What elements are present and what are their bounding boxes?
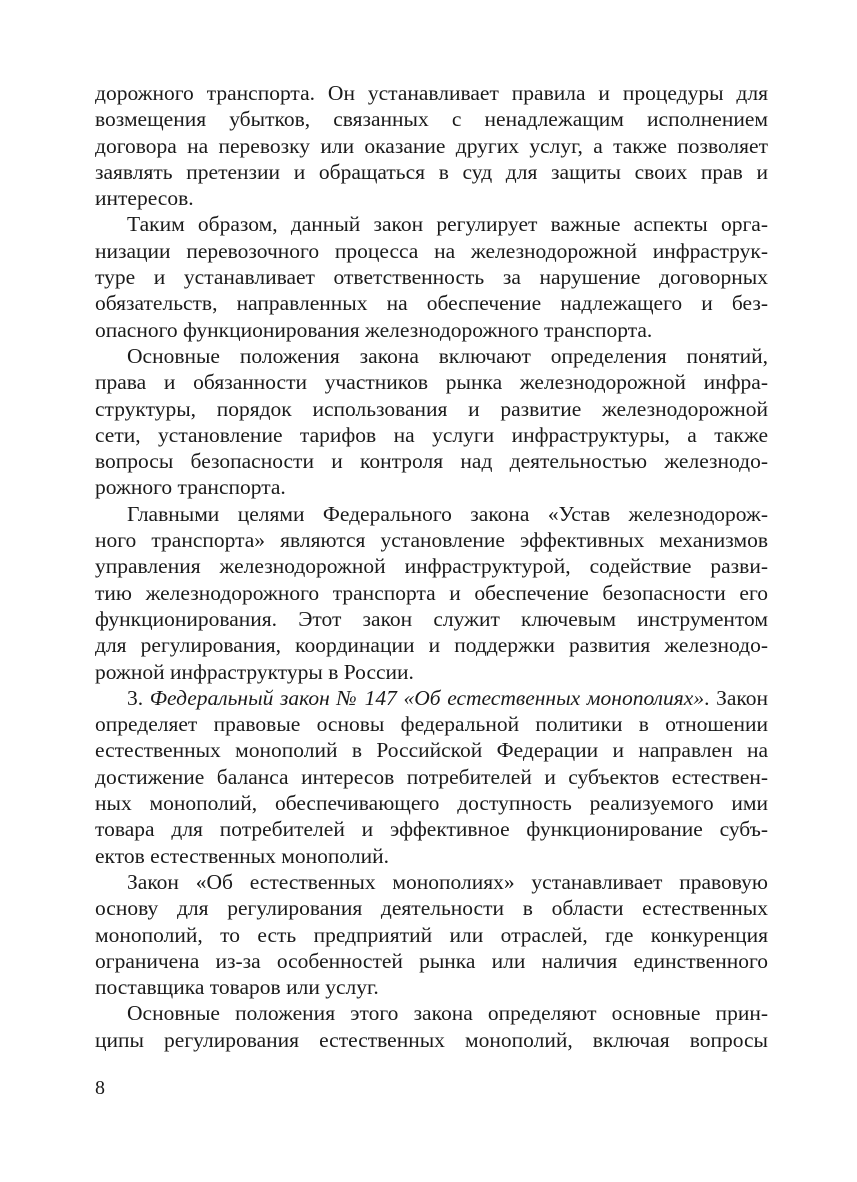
text-line: ограничена из-за особенностей рынка или наличия единственного (95, 948, 768, 973)
list-number: 3. (127, 685, 150, 710)
text-line: вопросы безопасности и контроля над деятельностью железнодо- (95, 449, 768, 474)
text-line: структуры, порядок использования и развитие железнодорожной (95, 396, 768, 421)
law-title: Федеральный закон № 147 «Об естественных монополиях» (149, 685, 705, 710)
text-line: определяет правовые основы федеральной политики в отношении (95, 712, 768, 737)
paragraph-2 (95, 211, 768, 342)
text-line: Закон «Об естественных монополиях» устанавливает правовую (127, 869, 768, 894)
text-line: рожного транспорта. (95, 475, 286, 500)
text-line: товара для потребителей и эффективное функционирование субъ- (95, 817, 768, 842)
text-line: тию железнодорожного транспорта и обеспечение безопасности его (95, 580, 768, 605)
text-line: дорожного транспорта. Он устанавливает правила и процедуры для (95, 81, 768, 105)
text-line: монополий, то есть предприятий или отраслей, где конкуренция (95, 922, 768, 947)
text-line: функционирования. Этот закон служит ключевым инструментом (95, 606, 768, 631)
text-line: основу для регулирования деятельности в области естественных (95, 896, 768, 921)
text-line: рожной инфраструктуры в России. (95, 659, 414, 684)
text-line: Таким образом, данный закон регулирует важные аспекты орга- (127, 212, 768, 237)
text-line: обязательств, направленных на обеспечение надлежащего и без- (95, 291, 768, 316)
text-line: Основные положения этого закона определяют основные прин- (127, 1001, 768, 1026)
text-line: заявлять претензии и обращаться в суд для защиты своих прав и (95, 159, 768, 184)
page-number: 8 (95, 1077, 105, 1099)
paragraph-6 (95, 869, 768, 1000)
text-line: договора на перевозку или оказание других услуг, а также позволяет (95, 133, 768, 158)
text-line: ципы регулирования естественных монополий, включая вопросы (95, 1027, 768, 1052)
text-fragment: . Закон (704, 685, 769, 710)
text-line: естественных монополий в Российской Федерации и направлен на (95, 738, 768, 763)
paragraph-5 (95, 685, 768, 869)
text-line: низации перевозочного процесса на железнодорожной инфраструк- (95, 238, 768, 263)
text-line: сети, установление тарифов на услуги инфраструктуры, а также (95, 422, 768, 447)
text-line: ектов естественных монополий. (95, 843, 389, 868)
page-body (95, 80, 768, 1053)
text-line: права и обязанности участников рынка железнодорожной инфра- (95, 370, 768, 395)
text-line: достижение баланса интересов потребителей и субъектов естествен- (95, 764, 768, 789)
text-line: туре и устанавливает ответственность за нарушение договорных (95, 265, 768, 290)
paragraph-4 (95, 501, 768, 685)
paragraph-1 (95, 80, 768, 211)
text-line: Главными целями Федерального закона «Устав железнодорож- (127, 501, 768, 526)
text-line (95, 685, 768, 711)
text-line: опасного функционирования железнодорожного транспорта. (95, 317, 653, 342)
text-line: возмещения убытков, связанных с ненадлежащим исполнением (95, 107, 768, 132)
text-line: для регулирования, координации и поддержки развития железнодо- (95, 633, 768, 658)
text-line: ных монополий, обеспечивающего доступность реализуемого ими (95, 791, 768, 816)
text-line: управления железнодорожной инфраструктурой, содействие разви- (95, 554, 768, 579)
text-line: Основные положения закона включают определения понятий, (127, 343, 768, 368)
paragraph-7 (95, 1000, 768, 1053)
paragraph-3 (95, 343, 768, 501)
text-line: интересов. (95, 186, 194, 211)
text-line: поставщика товаров или услуг. (95, 975, 379, 1000)
text-line: ного транспорта» являются установление эффективных механизмов (95, 528, 768, 553)
